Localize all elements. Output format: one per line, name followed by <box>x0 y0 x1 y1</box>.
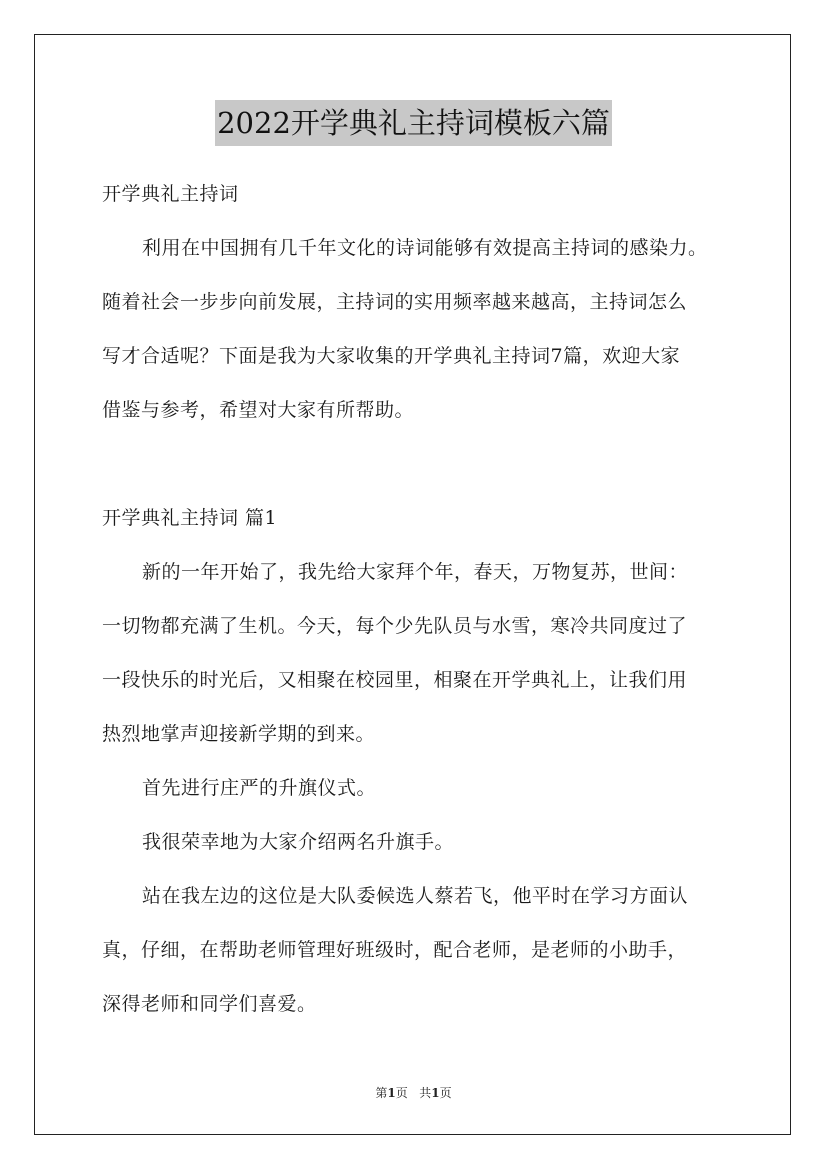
paragraph-line: 一切物都充满了生机。今天，每个少先队员与水雪，寒冷共同度过了 <box>102 615 688 637</box>
paragraph-line: 借鉴与参考，希望对大家有所帮助。 <box>102 399 415 421</box>
total-pages: 1 <box>431 1086 440 1100</box>
paragraph-line: 随着社会一步步向前发展，主持词的实用频率越来越高，主持词怎么 <box>102 291 688 313</box>
paragraph-line: 写才合适呢？下面是我为大家收集的开学典礼主持词7篇，欢迎大家 <box>102 345 681 367</box>
total-suffix: 页 <box>439 1086 452 1100</box>
page-number: 1 <box>387 1086 396 1100</box>
section-heading: 开学典礼主持词 篇1 <box>102 507 278 529</box>
paragraph-line: 我很荣幸地为大家介绍两名升旗手。 <box>142 831 455 853</box>
paragraph-line: 利用在中国拥有几千年文化的诗词能够有效提高主持词的感染力。 <box>142 237 708 259</box>
paragraph-line: 一段快乐的时光后，又相聚在校园里，相聚在开学典礼上，让我们用 <box>102 669 688 691</box>
total-prefix: 共 <box>419 1086 432 1100</box>
paragraph-line: 新的一年开始了，我先给大家拜个年，春天，万物复苏，世间： <box>142 561 689 583</box>
section-heading: 开学典礼主持词 <box>102 183 239 205</box>
page-suffix: 页 <box>395 1086 408 1100</box>
page-footer <box>0 1084 827 1101</box>
title-container <box>0 100 827 146</box>
paragraph-line: 深得老师和同学们喜爱。 <box>102 993 317 1015</box>
document-title: 2022开学典礼主持词模板六篇 <box>215 100 612 146</box>
paragraph-line: 首先进行庄严的升旗仪式。 <box>142 777 377 799</box>
paragraph-line: 热烈地掌声迎接新学期的到来。 <box>102 723 376 745</box>
paragraph-line: 站在我左边的这位是大队委候选人蔡若飞，他平时在学习方面认 <box>142 885 689 907</box>
paragraph-line: 真，仔细，在帮助老师管理好班级时，配合老师，是老师的小助手， <box>102 939 688 961</box>
page-prefix: 第 <box>375 1086 388 1100</box>
